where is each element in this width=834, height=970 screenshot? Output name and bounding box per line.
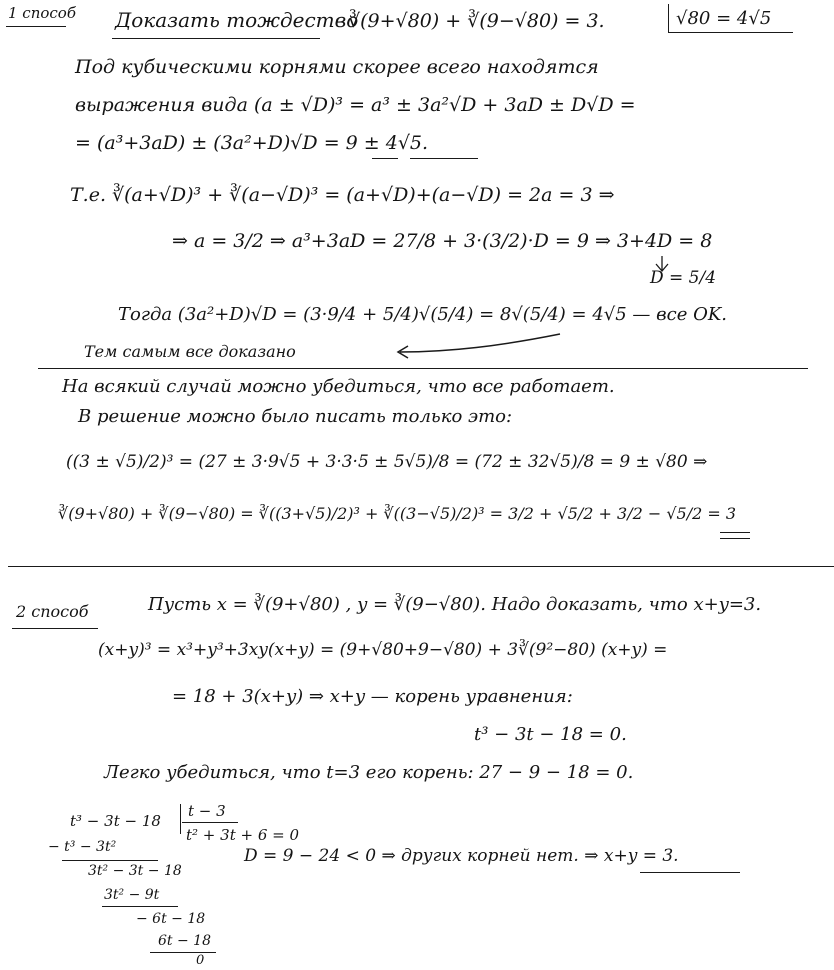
method-1-line-3: = (a³+3aD) ± (3a²+D)√D = 9 ± 4√5. bbox=[75, 132, 429, 154]
method-1-label: 1 способ bbox=[8, 4, 76, 22]
verification-line-3: ((3 ± √5)/2)³ = (27 ± 3·9√5 + 3·3·5 ± 5√5)/8 = (72 ± 32√5)/8 = 9 ± √80 ⇒ bbox=[66, 452, 708, 472]
boxed-note: √80 = 4√5 bbox=[676, 8, 772, 29]
method-1-line-4: Т.е. ∛(a+√D)³ + ∛(a−√D)³ = (a+√D)+(a−√D) = 2a = 3 ⇒ bbox=[70, 184, 615, 206]
arrow-to-conclusion bbox=[400, 334, 560, 352]
division-divisor: t − 3 bbox=[188, 802, 226, 820]
division-remainder: 0 bbox=[196, 953, 205, 968]
division-step-4: − 6t − 18 bbox=[136, 911, 206, 927]
method-1-line-5: ⇒ a = 3/2 ⇒ a³+3aD = 27/8 + 3·(3/2)·D = 9 ⇒ 3+4D = 8 bbox=[172, 230, 713, 252]
method-2-line-2: (x+y)³ = x³+y³+3xy(x+y) = (9+√80+9−√80) + 3∛(9²−80) (x+y) = bbox=[98, 640, 668, 660]
division-step-1: − t³ − 3t² bbox=[48, 839, 117, 855]
method-1-conclusion: Тем самым все доказано bbox=[84, 342, 296, 361]
verification-line-2: В решение можно было писать только это: bbox=[78, 406, 513, 427]
verification-line-1: На всякий случай можно убедиться, что все работает. bbox=[62, 376, 615, 397]
method-1-line-1: Под кубическими корнями скорее всего находятся bbox=[75, 56, 599, 78]
division-step-3: 3t² − 9t bbox=[104, 887, 160, 903]
method-2-line-1: Пусть x = ∛(9+√80) , y = ∛(9−√80). Надо доказать, что x+y=3. bbox=[148, 594, 762, 615]
division-step-5: 6t − 18 bbox=[158, 933, 211, 949]
method-2-conclusion: D = 9 − 24 < 0 ⇒ других корней нет. ⇒ x+y = 3. bbox=[244, 846, 679, 866]
method-1-line-2: выражения вида (a ± √D)³ = a³ ± 3a²√D + 3aD ± D√D = bbox=[75, 94, 636, 116]
method-1-heading: Доказать тождество bbox=[115, 8, 359, 32]
method-2-line-3: = 18 + 3(x+y) ⇒ x+y — корень уравнения: bbox=[172, 686, 573, 707]
division-dividend: t³ − 3t − 18 bbox=[70, 812, 161, 830]
method-2-line-5: Легко убедиться, что t=3 его корень: 27 − 9 − 18 = 0. bbox=[104, 762, 634, 783]
method-2-label: 2 способ bbox=[16, 602, 89, 621]
method-2-equation: t³ − 3t − 18 = 0. bbox=[474, 724, 627, 745]
division-step-2: 3t² − 3t − 18 bbox=[88, 863, 182, 879]
method-1-line-7: Тогда (3a²+D)√D = (3·9/4 + 5/4)√(5/4) = 8√(5/4) = 4√5 — все OK. bbox=[118, 304, 728, 325]
method-1-d-value: D = 5/4 bbox=[650, 268, 717, 288]
identity-statement: ∛(9+√80) + ∛(9−√80) = 3. bbox=[348, 10, 605, 32]
division-quotient: t² + 3t + 6 = 0 bbox=[186, 826, 300, 844]
verification-line-4: ∛(9+√80) + ∛(9−√80) = ∛((3+√5)/2)³ + ∛((3−√5)/2)³ = 3/2 + √5/2 + 3/2 − √5/2 = 3 bbox=[58, 504, 737, 523]
